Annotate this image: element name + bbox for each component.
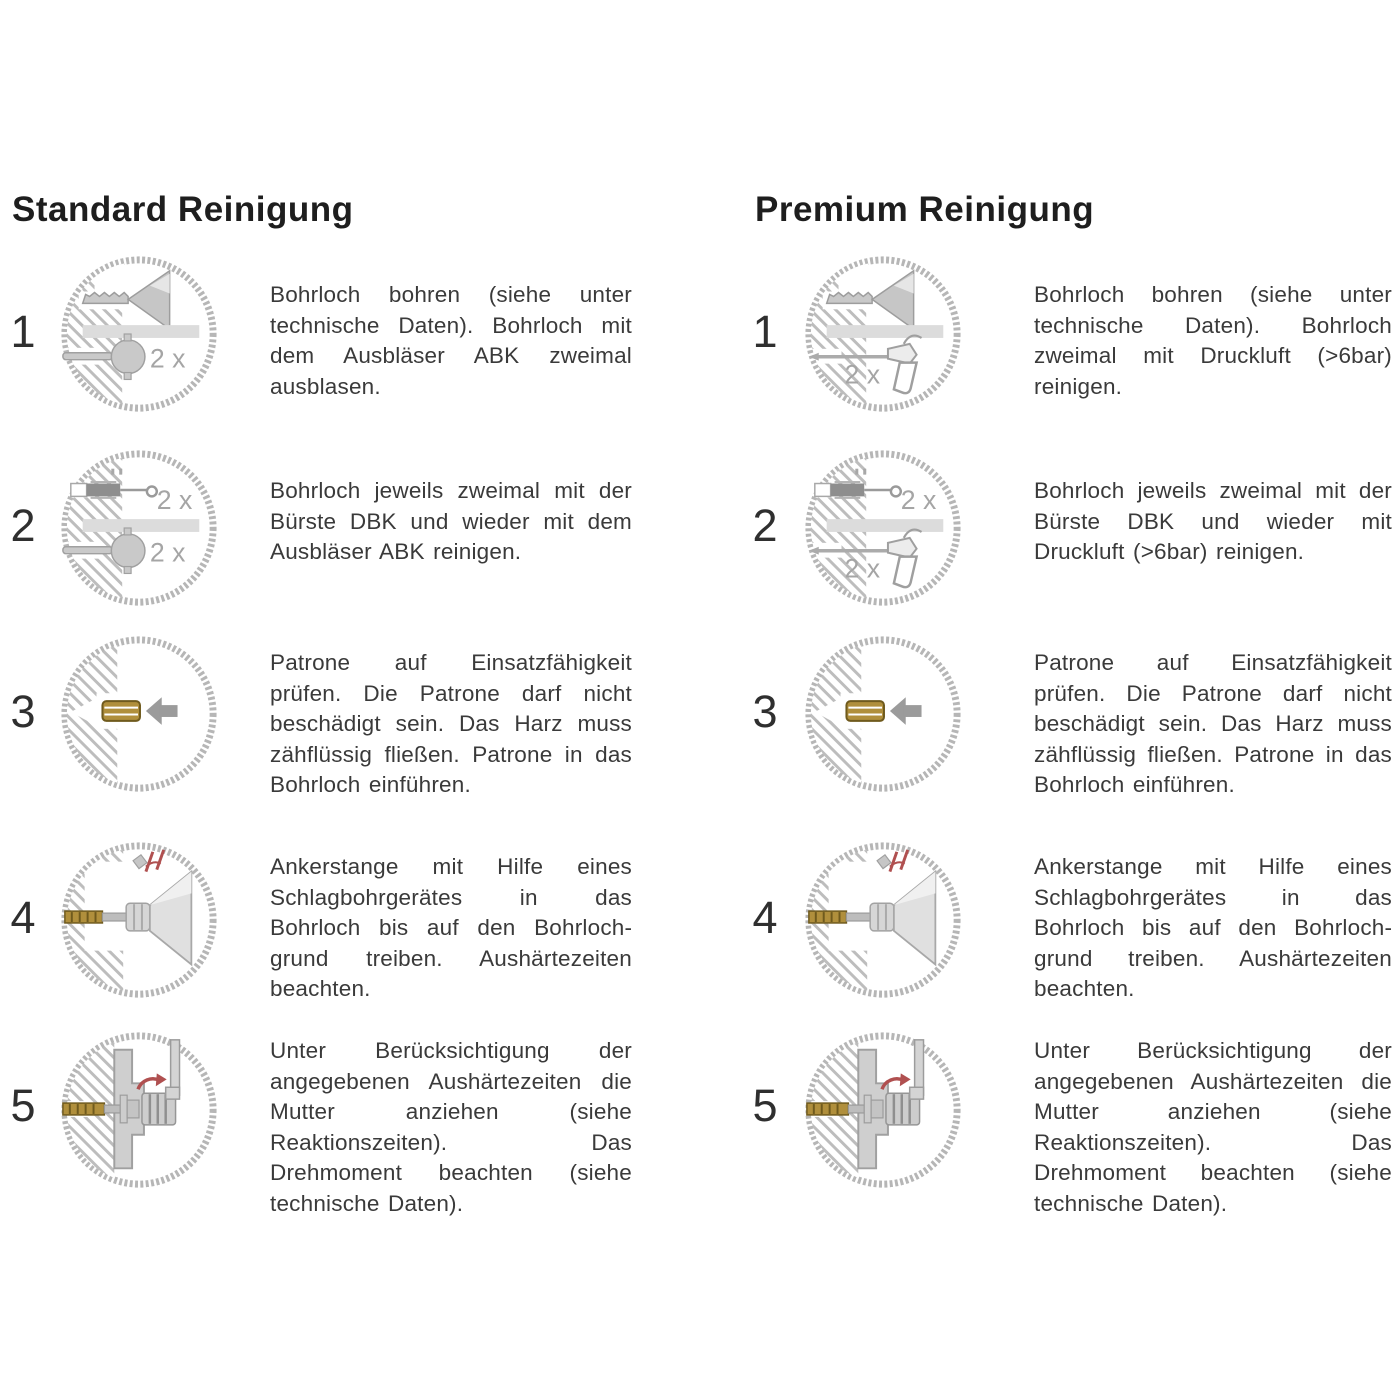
- anchor-rod-drive-icon: [55, 836, 223, 1004]
- step-number: 4: [10, 892, 36, 943]
- drill-and-blowout-pump-icon: [55, 250, 223, 418]
- step-text: Patrone auf Einsatzfähigkeit prüfen. Die Patrone darf nicht beschädigt sein. Das Harz muss zähflüssig fließen. Patrone in das Bohrloch einführen.: [270, 650, 632, 797]
- repeat-count-label: 2 x: [149, 343, 186, 374]
- brush-and-blowout-pump-icon: [55, 444, 223, 612]
- step-text: Ankerstange mit Hilfe eines Schlagbohrgerätes in das Bohrloch bis auf den Bohrlochgrund treiben. Aushärtezeiten beachten.: [1034, 854, 1392, 1001]
- step-number: 2: [752, 500, 778, 551]
- step-text: Unter Berücksichtigung der angegebenen Aushärtezeiten die Mutter anziehen (siehe Reaktionszeiten). Das Drehmoment beachten (siehe technische Daten).: [270, 1038, 632, 1216]
- step-number: 1: [10, 306, 36, 357]
- brush-and-air-gun-icon: [799, 444, 967, 612]
- repeat-count-label: 2 x: [149, 537, 186, 568]
- step-number: 5: [10, 1080, 36, 1131]
- page-title-premium: Premium Reinigung: [755, 190, 1095, 229]
- tighten-nut-torque-icon: [55, 1026, 223, 1194]
- drill-and-air-gun-icon: [799, 250, 967, 418]
- step-text: Patrone auf Einsatzfähigkeit prüfen. Die Patrone darf nicht beschädigt sein. Das Harz muss zähflüssig fließen. Patrone in das Bohrloch einführen.: [1034, 650, 1392, 797]
- repeat-count-label: 2 x: [844, 359, 881, 390]
- tighten-nut-torque-icon: [799, 1026, 967, 1194]
- step-text: Bohrloch jeweils zweimal mit der Bürste DBK und wieder mit dem Ausbläser ABK reinigen.: [270, 478, 632, 564]
- step-number: 1: [752, 306, 778, 357]
- anchor-rod-drive-icon: [799, 836, 967, 1004]
- step-number: 3: [10, 686, 36, 737]
- step-text: Ankerstange mit Hilfe eines Schlagbohrgerätes in das Bohrloch bis auf den Bohrlochgrund treiben. Aushärtezeiten beachten.: [270, 854, 632, 1001]
- cartridge-check-icon: [799, 630, 967, 798]
- cartridge-check-icon: [55, 630, 223, 798]
- repeat-count-label: 2 x: [844, 553, 881, 584]
- step-text: Bohrloch jeweils zweimal mit der Bürste DBK und wieder mit Druckluft (>6bar) reinigen.: [1034, 478, 1392, 564]
- step-number: 3: [752, 686, 778, 737]
- step-text: Bohrloch bohren (siehe unter technische Daten). Bohrloch mit dem Ausbläser ABK zweimal ausblasen.: [270, 282, 632, 399]
- step-number: 2: [10, 500, 36, 551]
- repeat-count-label: 2 x: [156, 485, 193, 516]
- repeat-count-label: 2 x: [900, 485, 937, 516]
- step-number: 4: [752, 892, 778, 943]
- page-title-standard: Standard Reinigung: [12, 190, 354, 229]
- step-text: Unter Berücksichtigung der angegebenen Aushärtezeiten die Mutter anziehen (siehe Reaktionszeiten). Das Drehmoment beachten (siehe technische Daten).: [1034, 1038, 1392, 1216]
- step-text: Bohrloch bohren (siehe unter technische Daten). Bohrloch zweimal mit Druckluft (>6bar) reinigen.: [1034, 282, 1392, 399]
- step-number: 5: [752, 1080, 778, 1131]
